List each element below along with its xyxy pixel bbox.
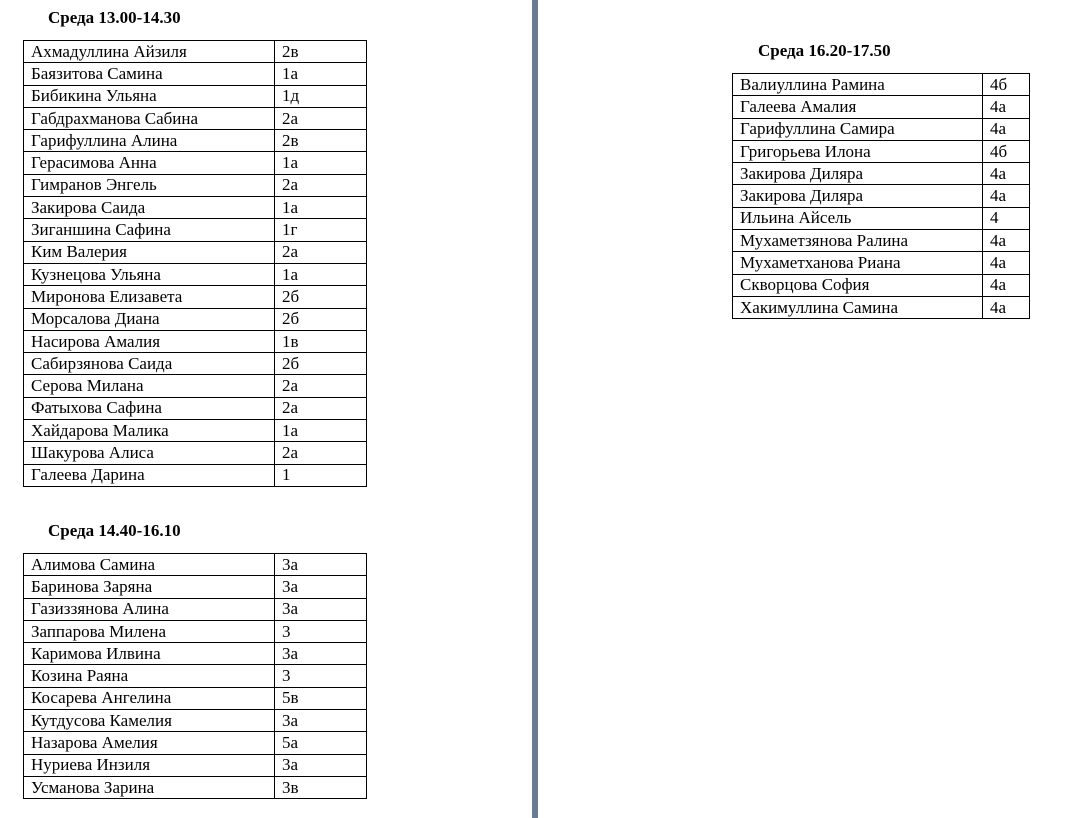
class-grade-cell: 4а	[983, 185, 1030, 207]
table-row	[733, 230, 1030, 252]
class-grade-cell: 2а	[275, 442, 367, 464]
student-name-cell: Закирова Диляра	[733, 185, 983, 207]
table-row	[24, 665, 367, 687]
session-heading-wednesday-1440: Среда 14.40-16.10	[48, 521, 181, 540]
student-name-cell: Кутдусова Камелия	[24, 710, 275, 732]
table-row	[24, 286, 367, 308]
class-grade-cell: 3а	[275, 598, 367, 620]
table-row	[24, 754, 367, 776]
class-grade-cell: 2а	[275, 375, 367, 397]
page-divider	[532, 0, 538, 818]
class-grade-cell: 3	[275, 620, 367, 642]
table-row	[24, 308, 367, 330]
table-row	[733, 252, 1030, 274]
class-grade-cell: 4б	[983, 140, 1030, 162]
student-name-cell: Ильина Айсель	[733, 207, 983, 229]
student-name-cell: Хайдарова Малика	[24, 420, 275, 442]
table-row	[733, 140, 1030, 162]
student-name-cell: Серова Милана	[24, 375, 275, 397]
student-name-cell: Бибикина Ульяна	[24, 85, 275, 107]
student-name-cell: Герасимова Анна	[24, 152, 275, 174]
student-name-cell: Мухаметханова Риана	[733, 252, 983, 274]
student-name-cell: Баязитова Самина	[24, 63, 275, 85]
class-grade-cell: 3а	[275, 710, 367, 732]
table-row	[24, 420, 367, 442]
class-grade-cell: 1а	[275, 420, 367, 442]
session-heading-wednesday-1620: Среда 16.20-17.50	[758, 41, 891, 60]
table-row	[24, 63, 367, 85]
table-row	[24, 397, 367, 419]
student-name-cell: Фатыхова Сафина	[24, 397, 275, 419]
table-row	[733, 185, 1030, 207]
class-grade-cell: 4	[983, 207, 1030, 229]
class-grade-cell: 3а	[275, 576, 367, 598]
student-name-cell: Кузнецова Ульяна	[24, 263, 275, 285]
student-name-cell: Нуриева Инзиля	[24, 754, 275, 776]
table-row	[24, 353, 367, 375]
class-grade-cell: 2б	[275, 286, 367, 308]
class-grade-cell: 3	[275, 665, 367, 687]
class-grade-cell: 1а	[275, 197, 367, 219]
class-grade-cell: 2б	[275, 353, 367, 375]
class-grade-cell: 2а	[275, 241, 367, 263]
student-name-cell: Косарева Ангелина	[24, 687, 275, 709]
class-grade-cell: 2б	[275, 308, 367, 330]
student-name-cell: Алимова Самина	[24, 554, 275, 576]
class-grade-cell: 3а	[275, 754, 367, 776]
table-row	[733, 296, 1030, 318]
table-row	[24, 152, 367, 174]
student-name-cell: Габдрахманова Сабина	[24, 107, 275, 129]
table-row	[24, 598, 367, 620]
student-name-cell: Галеева Амалия	[733, 96, 983, 118]
table-row	[24, 732, 367, 754]
table-row	[24, 576, 367, 598]
table-row	[24, 643, 367, 665]
student-name-cell: Каримова Илвина	[24, 643, 275, 665]
class-grade-cell: 3в	[275, 776, 367, 798]
class-grade-cell: 1а	[275, 63, 367, 85]
class-grade-cell: 5а	[275, 732, 367, 754]
table-row	[24, 554, 367, 576]
table-row	[24, 107, 367, 129]
student-name-cell: Закирова Саида	[24, 197, 275, 219]
class-grade-cell: 1г	[275, 219, 367, 241]
student-name-cell: Зиганшина Сафина	[24, 219, 275, 241]
class-grade-cell: 3а	[275, 554, 367, 576]
class-grade-cell: 2а	[275, 174, 367, 196]
table-row	[24, 130, 367, 152]
class-grade-cell: 2в	[275, 41, 367, 63]
table-row	[24, 687, 367, 709]
roster-table-wednesday-1440	[23, 553, 367, 799]
table-row	[24, 375, 367, 397]
student-name-cell: Заппарова Милена	[24, 620, 275, 642]
class-grade-cell: 4а	[983, 96, 1030, 118]
student-name-cell: Сабирзянова Саида	[24, 353, 275, 375]
session-heading-wednesday-1300: Среда 13.00-14.30	[48, 8, 181, 27]
table-row	[733, 207, 1030, 229]
class-grade-cell: 4б	[983, 74, 1030, 96]
table-row	[24, 442, 367, 464]
table-row	[24, 776, 367, 798]
class-grade-cell: 5в	[275, 687, 367, 709]
student-name-cell: Баринова Заряна	[24, 576, 275, 598]
student-name-cell: Хакимуллина Самина	[733, 296, 983, 318]
table-row	[24, 263, 367, 285]
table-row	[24, 464, 367, 486]
student-name-cell: Морсалова Диана	[24, 308, 275, 330]
student-name-cell: Гарифуллина Алина	[24, 130, 275, 152]
student-name-cell: Скворцова София	[733, 274, 983, 296]
student-name-cell: Закирова Диляра	[733, 163, 983, 185]
table-row	[733, 96, 1030, 118]
student-name-cell: Гарифуллина Самира	[733, 118, 983, 140]
class-grade-cell: 4а	[983, 163, 1030, 185]
student-name-cell: Галеева Дарина	[24, 464, 275, 486]
table-row	[24, 41, 367, 63]
student-name-cell: Козина Раяна	[24, 665, 275, 687]
table-row	[733, 118, 1030, 140]
table-row	[24, 710, 367, 732]
table-row	[24, 85, 367, 107]
student-name-cell: Миронова Елизавета	[24, 286, 275, 308]
class-grade-cell: 3а	[275, 643, 367, 665]
student-name-cell: Назарова Амелия	[24, 732, 275, 754]
class-grade-cell: 4а	[983, 296, 1030, 318]
class-grade-cell: 4а	[983, 118, 1030, 140]
class-grade-cell: 4а	[983, 252, 1030, 274]
class-grade-cell: 4а	[983, 230, 1030, 252]
class-grade-cell: 1в	[275, 330, 367, 352]
table-row	[24, 219, 367, 241]
student-name-cell: Шакурова Алиса	[24, 442, 275, 464]
table-row	[24, 241, 367, 263]
table-row	[24, 174, 367, 196]
student-name-cell: Ким Валерия	[24, 241, 275, 263]
class-grade-cell: 1а	[275, 263, 367, 285]
table-row	[733, 163, 1030, 185]
class-grade-cell: 2в	[275, 130, 367, 152]
roster-table-wednesday-1620	[732, 73, 1030, 319]
roster-table-wednesday-1300	[23, 40, 367, 487]
table-row	[733, 274, 1030, 296]
table-row	[733, 74, 1030, 96]
student-name-cell: Григорьева Илона	[733, 140, 983, 162]
student-name-cell: Гимранов Энгель	[24, 174, 275, 196]
class-grade-cell: 2а	[275, 397, 367, 419]
class-grade-cell: 1а	[275, 152, 367, 174]
table-row	[24, 197, 367, 219]
class-grade-cell: 2а	[275, 107, 367, 129]
student-name-cell: Ахмадуллина Айзиля	[24, 41, 275, 63]
table-row	[24, 620, 367, 642]
student-name-cell: Валиуллина Рамина	[733, 74, 983, 96]
class-grade-cell: 1	[275, 464, 367, 486]
class-grade-cell: 4а	[983, 274, 1030, 296]
student-name-cell: Усманова Зарина	[24, 776, 275, 798]
table-row	[24, 330, 367, 352]
class-grade-cell: 1д	[275, 85, 367, 107]
student-name-cell: Насирова Амалия	[24, 330, 275, 352]
student-name-cell: Газиззянова Алина	[24, 598, 275, 620]
student-name-cell: Мухаметзянова Ралина	[733, 230, 983, 252]
